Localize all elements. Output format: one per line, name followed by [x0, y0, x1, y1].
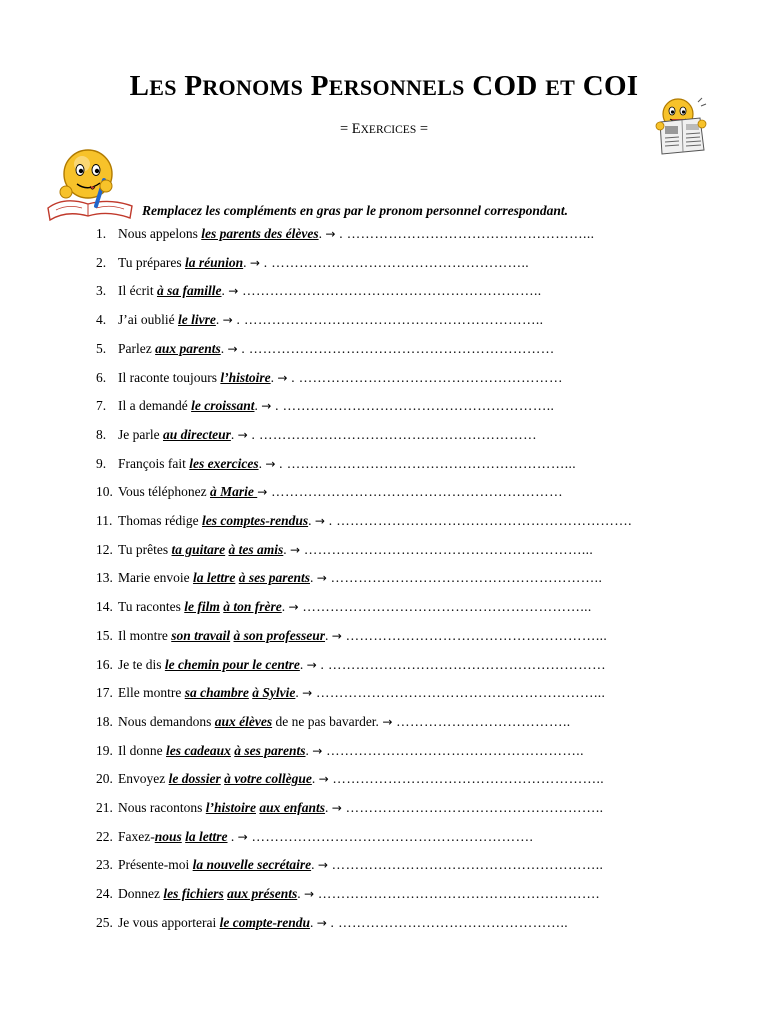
- exercise-complement: à Sylvie: [252, 685, 296, 701]
- exercise-number: 9.: [96, 455, 107, 471]
- arrow-icon: →: [228, 284, 239, 299]
- exercise-item: [96, 568, 602, 588]
- exercise-text: Vous téléphonez: [118, 484, 210, 500]
- exercise-item: [96, 884, 600, 904]
- answer-blank: . ……………………………………………………: [316, 656, 607, 672]
- exercise-complement: le dossier: [168, 771, 221, 787]
- exercise-text: Donnez: [118, 886, 164, 902]
- arrow-icon: →: [304, 887, 315, 902]
- exercise-number: 12.: [96, 541, 113, 557]
- exercise-text: .: [230, 426, 238, 442]
- exercise-text: .: [305, 742, 313, 758]
- exercise-complement: nous: [154, 828, 182, 844]
- exercise-text: Il donne: [118, 742, 166, 758]
- exercise-number: 3.: [96, 283, 107, 299]
- exercise-text: Nous appelons: [118, 226, 202, 241]
- exercise-text: Parlez: [118, 340, 156, 356]
- exercise-item: [96, 712, 571, 732]
- exercise-complement: à son professeur: [233, 627, 326, 643]
- exercise-item: [96, 310, 543, 330]
- exercise-text: Nous racontons: [118, 800, 206, 815]
- exercise-text: Envoyez: [118, 771, 169, 787]
- arrow-icon: →: [261, 399, 272, 414]
- exercise-complement: la lettre: [185, 828, 228, 844]
- exercise-text: Marie envoie: [118, 570, 193, 586]
- exercise-text: .: [221, 283, 229, 299]
- page-title: LES PRONOMS PERSONNELS COD ET COI: [129, 70, 639, 102]
- exercise-item: [96, 482, 563, 502]
- exercise-number: 23.: [96, 857, 113, 873]
- exercise-number: 17.: [96, 685, 113, 701]
- exercise-item: [96, 511, 632, 531]
- exercise-text: Il montre: [118, 627, 172, 643]
- answer-blank: …………………………………………………….: [314, 886, 600, 902]
- arrow-icon: →: [302, 686, 313, 701]
- exercise-item: [96, 597, 592, 617]
- answer-blank: . ……………………………………………………...: [275, 455, 577, 471]
- answer-blank: . …………………………………………………………: [237, 340, 555, 356]
- answer-blank: ………………………………………………………: [267, 484, 563, 500]
- exercise-number: 8.: [96, 426, 107, 442]
- exercise-number: 5.: [96, 340, 107, 356]
- exercise-item: [96, 741, 584, 761]
- answer-blank: . ……………………………………………………: [247, 426, 538, 442]
- arrow-icon: →: [288, 600, 299, 615]
- exercise-text: Faxez-: [118, 828, 155, 844]
- arrow-icon: →: [249, 255, 260, 270]
- exercise-text: .: [220, 340, 228, 356]
- smiley-writing-icon: [44, 146, 136, 224]
- exercise-item: [96, 798, 603, 818]
- exercise-number: 13.: [96, 570, 113, 586]
- exercise-text: .: [227, 828, 238, 844]
- arrow-icon: →: [316, 571, 327, 586]
- exercise-number: 4.: [96, 312, 107, 328]
- arrow-icon: →: [222, 313, 233, 328]
- exercise-text: Il a demandé: [118, 398, 192, 414]
- exercise-number: 16.: [96, 656, 113, 672]
- exercise-complement: le chemin pour le centre: [164, 656, 300, 672]
- exercise-complement: la nouvelle secrétaire: [192, 857, 312, 873]
- exercise-item: [96, 425, 537, 445]
- exercise-text: François fait: [118, 455, 190, 471]
- exercise-text: .: [283, 541, 291, 557]
- arrow-icon: →: [316, 915, 327, 930]
- exercise-number: 24.: [96, 886, 113, 902]
- answer-blank: . ………………………………………………..: [259, 254, 530, 270]
- exercise-complement: aux parents: [155, 340, 221, 356]
- exercise-number: 7.: [96, 398, 107, 414]
- exercise-complement: ta guitare: [171, 541, 226, 557]
- answer-blank: …………………………………………………..: [328, 771, 605, 787]
- arrow-icon: →: [318, 772, 329, 787]
- exercise-complement: au directeur: [162, 426, 231, 442]
- exercise-text: Je parle: [118, 426, 163, 442]
- answer-blank: . …………………………………………………..: [271, 398, 555, 414]
- exercise-complement: son travail: [171, 627, 231, 643]
- exercise-number: 20.: [96, 771, 113, 787]
- arrow-icon: →: [265, 456, 276, 471]
- arrow-icon: →: [306, 657, 317, 672]
- exercise-text: Tu prépares: [118, 254, 185, 270]
- arrow-icon: →: [257, 485, 268, 500]
- answer-blank: ………………………………………………...: [341, 627, 608, 643]
- exercise-text: J’ai oublié: [118, 312, 178, 328]
- exercise-text: .: [258, 455, 266, 471]
- exercise-complement: à ses parents: [234, 742, 306, 758]
- exercise-item: [96, 913, 568, 933]
- exercise-number: 2.: [96, 254, 107, 270]
- exercise-complement: les comptes-rendus: [201, 513, 309, 528]
- exercise-number: 10.: [96, 484, 113, 500]
- exercise-text: .: [243, 254, 250, 270]
- answer-blank: ……………………………………………………...: [300, 541, 594, 557]
- exercise-complement: les cadeaux: [166, 742, 231, 758]
- exercise-item: [96, 683, 605, 703]
- exercise-complement: l’histoire: [205, 800, 257, 815]
- exercise-text: Thomas rédige: [118, 513, 202, 528]
- page-subtitle: = EXERCICES =: [339, 121, 429, 137]
- exercise-complement: à tes amis: [228, 541, 284, 557]
- exercise-complement: le compte-rendu: [219, 914, 310, 930]
- exercise-complement: le film: [184, 599, 220, 615]
- exercise-text: Tu prêtes: [118, 541, 172, 557]
- arrow-icon: →: [314, 514, 325, 528]
- answer-blank: …………………………………………………..: [327, 857, 604, 873]
- exercise-text: Elle montre: [118, 685, 185, 701]
- answer-blank: ………………………………..: [392, 713, 571, 729]
- answer-blank: ………………………………………………………..: [238, 283, 542, 299]
- exercise-text: .: [297, 886, 304, 902]
- answer-blank: ……………………………………………………...: [312, 685, 606, 701]
- instruction-text: Remplacez les compléments en gras par le pronom personnel correspondant.: [142, 203, 569, 218]
- exercise-complement: le livre: [178, 312, 216, 328]
- exercise-text: .: [318, 226, 326, 241]
- arrow-icon: →: [237, 829, 248, 844]
- exercise-item: [96, 396, 554, 416]
- exercise-complement: sa chambre: [184, 685, 249, 701]
- exercise-text: .: [325, 800, 332, 815]
- exercise-number: 15.: [96, 627, 113, 643]
- exercise-complement: l’histoire: [220, 369, 271, 385]
- exercise-number: 11.: [96, 513, 113, 528]
- answer-blank: …………………………………………………….: [247, 828, 534, 844]
- answer-blank: ………………………………………………..: [322, 742, 584, 758]
- exercise-number: 18.: [96, 713, 113, 729]
- exercise-text: .: [311, 857, 318, 873]
- exercise-item: [96, 827, 533, 847]
- exercise-complement: les fichiers: [163, 886, 224, 902]
- arrow-icon: →: [290, 542, 301, 557]
- exercise-item: [96, 224, 594, 244]
- exercise-text: Je te dis: [118, 656, 165, 672]
- answer-blank: ………………………………………………..: [341, 800, 604, 815]
- exercise-complement: à sa famille: [156, 283, 222, 299]
- exercise-text: .: [325, 627, 332, 643]
- answer-blank: . ……………………………………………...: [335, 226, 595, 241]
- exercise-complement: les parents des élèves: [201, 226, 319, 241]
- answer-blank: . ……………………………………………………….: [324, 513, 632, 528]
- exercise-number: 6.: [96, 369, 107, 385]
- exercise-item: [96, 454, 576, 474]
- arrow-icon: →: [277, 370, 288, 385]
- exercise-complement: à ton frère: [223, 599, 282, 615]
- exercise-complement: les exercices: [189, 455, 259, 471]
- exercise-text: Tu racontes: [118, 599, 185, 615]
- exercise-item: [96, 253, 529, 273]
- arrow-icon: →: [325, 227, 336, 241]
- answer-blank: . …………………………………………..: [326, 914, 569, 930]
- exercise-complement: la lettre: [192, 570, 236, 586]
- exercise-text: Il raconte toujours: [118, 369, 221, 385]
- exercise-complement: la réunion: [185, 254, 244, 270]
- exercise-text: .: [299, 656, 307, 672]
- exercise-item: [96, 540, 593, 560]
- exercise-number: 14.: [96, 599, 113, 615]
- arrow-icon: →: [331, 628, 342, 643]
- exercise-item: [96, 855, 603, 875]
- arrow-icon: →: [382, 714, 393, 729]
- exercise-text: Nous demandons: [118, 713, 215, 729]
- exercise-complement: à votre collègue: [224, 771, 312, 787]
- exercise-text: de ne pas bavarder.: [272, 713, 383, 729]
- exercise-number: 19.: [96, 742, 113, 758]
- exercise-text: .: [308, 513, 315, 528]
- exercise-complement: à Marie: [209, 484, 258, 500]
- exercise-complement: le croissant: [191, 398, 255, 414]
- exercise-text: .: [309, 570, 317, 586]
- exercise-text: .: [309, 914, 317, 930]
- exercise-item: [96, 339, 555, 359]
- arrow-icon: →: [227, 341, 238, 356]
- answer-blank: …………………………………………………..: [326, 570, 603, 586]
- exercise-text: .: [281, 599, 289, 615]
- exercise-text: .: [254, 398, 262, 414]
- exercise-text: .: [270, 369, 278, 385]
- exercise-item: [96, 626, 607, 646]
- exercise-number: 21.: [96, 800, 113, 815]
- exercise-complement: aux enfants: [259, 800, 326, 815]
- arrow-icon: →: [237, 427, 248, 442]
- exercise-item: [96, 655, 606, 675]
- answer-blank: ……………………………………………………...: [298, 599, 592, 615]
- arrow-icon: →: [331, 801, 342, 815]
- exercise-complement: aux présents: [227, 886, 298, 902]
- exercise-text: .: [295, 685, 303, 701]
- answer-blank: . …………………………………………………: [287, 369, 563, 385]
- exercise-number: 22.: [96, 828, 113, 844]
- exercise-item: [96, 281, 542, 301]
- exercise-number: 25.: [96, 914, 113, 930]
- exercise-complement: à ses parents: [238, 570, 310, 586]
- arrow-icon: →: [312, 743, 323, 758]
- exercise-text: Je vous apporterai: [118, 914, 220, 930]
- exercise-text: Présente-moi: [118, 857, 193, 873]
- exercise-complement: aux élèves: [214, 713, 273, 729]
- exercise-text: Il écrit: [118, 283, 157, 299]
- exercise-text: .: [311, 771, 319, 787]
- exercise-text: .: [215, 312, 223, 328]
- arrow-icon: →: [317, 858, 328, 873]
- answer-blank: . ………………………………………………………..: [232, 312, 544, 328]
- exercise-number: 1.: [96, 226, 107, 241]
- exercise-item: [96, 769, 604, 789]
- exercise-item: [96, 368, 563, 388]
